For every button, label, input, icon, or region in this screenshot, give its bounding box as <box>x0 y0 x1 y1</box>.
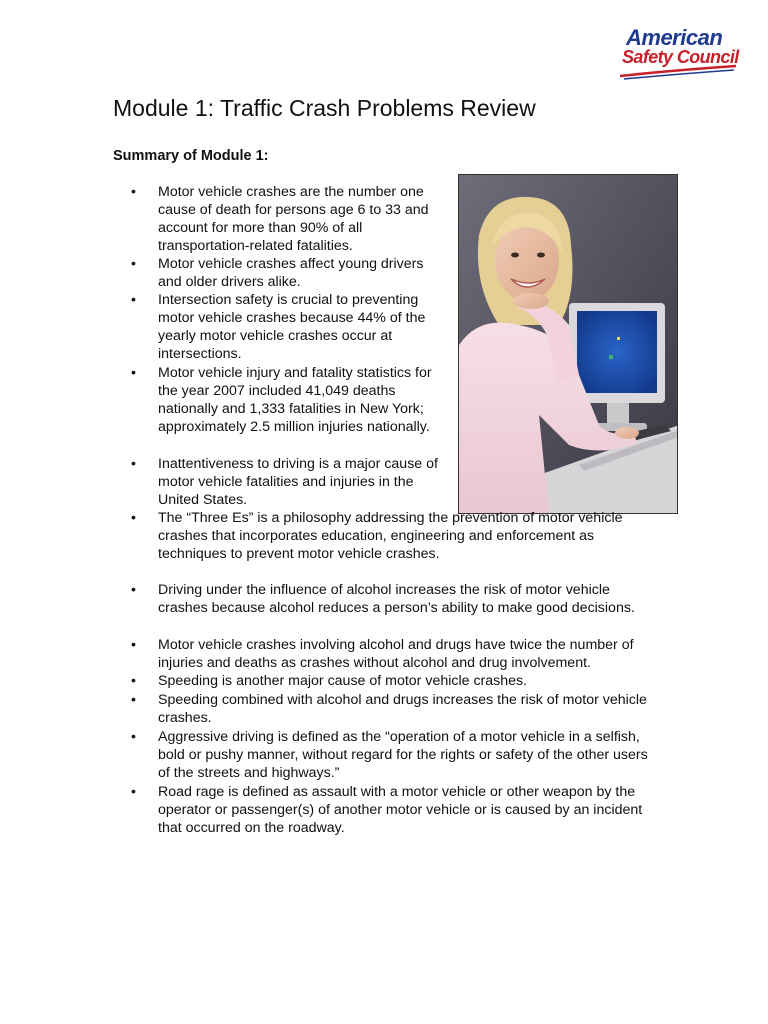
list-item <box>131 783 658 837</box>
list-item-text: Speeding is another major cause of motor vehicle crashes. <box>158 673 528 689</box>
bullet-marker: • <box>131 365 136 381</box>
bullet-marker: • <box>131 256 136 272</box>
american-safety-council-logo <box>616 26 740 80</box>
list-item-text: Driving under the influence of alcohol increases the risk of motor vehicle crashes because alcohol reduces a person’s ability to make good decisions. <box>158 582 635 617</box>
list-item <box>131 291 450 363</box>
bullet-marker: • <box>131 784 136 800</box>
list-item-text: Motor vehicle injury and fatality statistics for the year 2007 included 41,049 deaths nationally and 1,333 fatalities in New York; approximately 2.5 million injuries nationally. <box>158 365 432 436</box>
list-item <box>131 581 648 617</box>
list-item-text: Intersection safety is crucial to preventing motor vehicle crashes because 44% of the yearly motor vehicle crashes occur at intersections. <box>158 292 426 363</box>
student-at-computer-photo <box>458 174 678 514</box>
bullet-marker: • <box>131 637 136 653</box>
list-item-text: Motor vehicle crashes involving alcohol and drugs have twice the number of injuries and deaths as crashes without alcohol and drug involvement. <box>158 637 634 672</box>
summary-heading: Summary of Module 1: <box>113 148 269 164</box>
list-item <box>131 183 450 255</box>
list-item-text: Speeding combined with alcohol and drugs increases the risk of motor vehicle crashes. <box>158 692 647 727</box>
list-item-text: Aggressive driving is defined as the “operation of a motor vehicle in a selfish, bold or pushy manner, without regard for the rights or safety of the other users of the streets and highways.” <box>158 729 648 782</box>
bullet-marker: • <box>131 292 136 308</box>
student-photo-illustration <box>459 175 678 514</box>
bullet-marker: • <box>131 692 136 708</box>
list-item <box>131 728 658 782</box>
list-item-text: Motor vehicle crashes are the number one cause of death for persons age 6 to 33 and account for more than 90% of all transportation-related fatalities. <box>158 184 429 255</box>
logo-line-safety-council: Safety Council <box>622 47 739 67</box>
list-item <box>131 509 628 563</box>
list-item <box>131 455 450 509</box>
bullet-marker: • <box>131 582 136 598</box>
list-item <box>131 255 450 291</box>
bullet-marker: • <box>131 184 136 200</box>
list-item-text: The “Three Es” is a philosophy addressing the prevention of motor vehicle crashes that incorporates education, engineering and enforcement as techniques to prevent motor vehicle crashes. <box>158 510 623 563</box>
logo-line-american: American <box>626 25 723 50</box>
page-title: Module 1: Traffic Crash Problems Review <box>113 95 536 121</box>
list-item <box>131 636 658 672</box>
bullet-marker: • <box>131 673 136 689</box>
list-item <box>131 672 658 690</box>
list-item-text: Road rage is defined as assault with a motor vehicle or other weapon by the operator or passenger(s) of another motor vehicle or is caused by an incident that occurred on the roadway. <box>158 784 643 837</box>
list-item-text: Motor vehicle crashes affect young drivers and older drivers alike. <box>158 256 424 291</box>
bullet-marker: • <box>131 456 136 472</box>
list-item <box>131 691 648 727</box>
bullet-marker: • <box>131 729 136 745</box>
bullet-marker: • <box>131 510 136 526</box>
list-item <box>131 364 450 436</box>
list-item-text: Inattentiveness to driving is a major cause of motor vehicle fatalities and injuries in the United States. <box>158 456 438 509</box>
